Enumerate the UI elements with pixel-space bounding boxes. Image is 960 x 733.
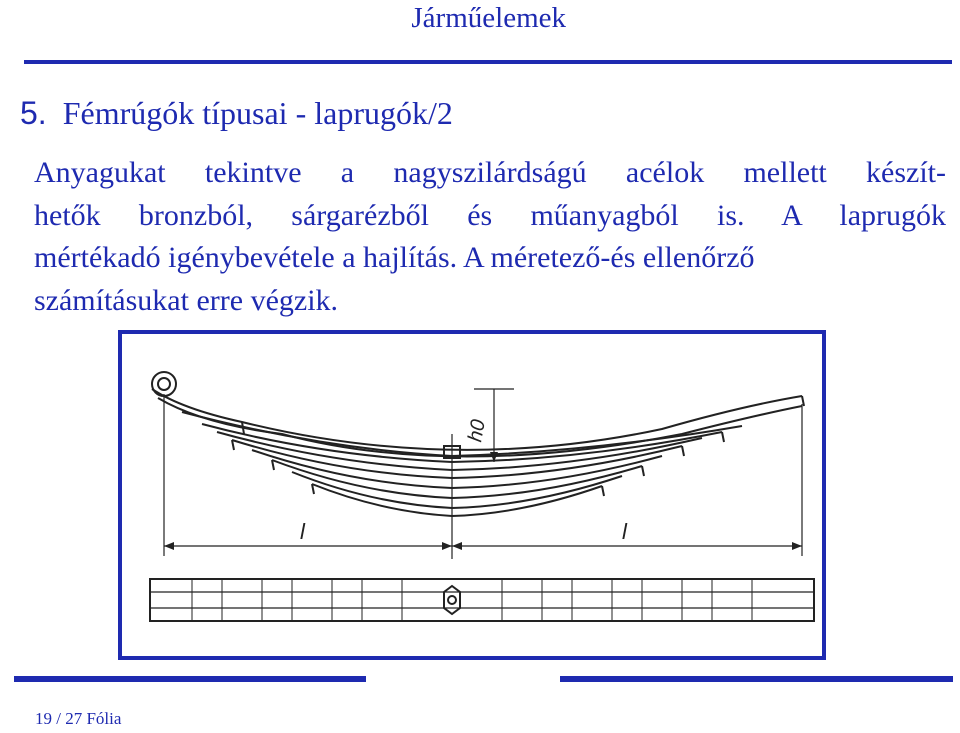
- center-nut: [444, 586, 460, 614]
- bottom-divider-right: [560, 676, 953, 682]
- body-line: Anyagukat tekintve a nagyszilárdságú acélok mellett készít-: [34, 156, 946, 189]
- slide-title: [20, 95, 453, 132]
- body-line: számításukat erre végzik.: [34, 283, 339, 317]
- body-line: mértékadó igénybevétele a hajlítás. A méretező-és ellenőrző: [34, 241, 755, 274]
- label-l-right: l: [622, 519, 627, 544]
- slide-title-text: Fémrúgók típusai - laprugók/2: [62, 95, 453, 131]
- page-counter: 19 / 27 Fólia: [35, 709, 122, 728]
- leaf-spring-drawing: [122, 334, 822, 656]
- bottom-divider-left: [14, 676, 366, 682]
- label-h0: h0: [464, 417, 490, 444]
- plan-view: [150, 579, 814, 621]
- body-line: hetők bronzból, sárgarézből és műanyagból is. A laprugók: [34, 198, 946, 232]
- body-paragraph: [34, 152, 946, 322]
- header-title: Járműelemek: [411, 2, 566, 34]
- slide-number: 5.: [20, 95, 47, 131]
- label-l-left: l: [300, 519, 305, 544]
- top-divider: [24, 60, 952, 64]
- leaf-spring-figure: [118, 330, 826, 660]
